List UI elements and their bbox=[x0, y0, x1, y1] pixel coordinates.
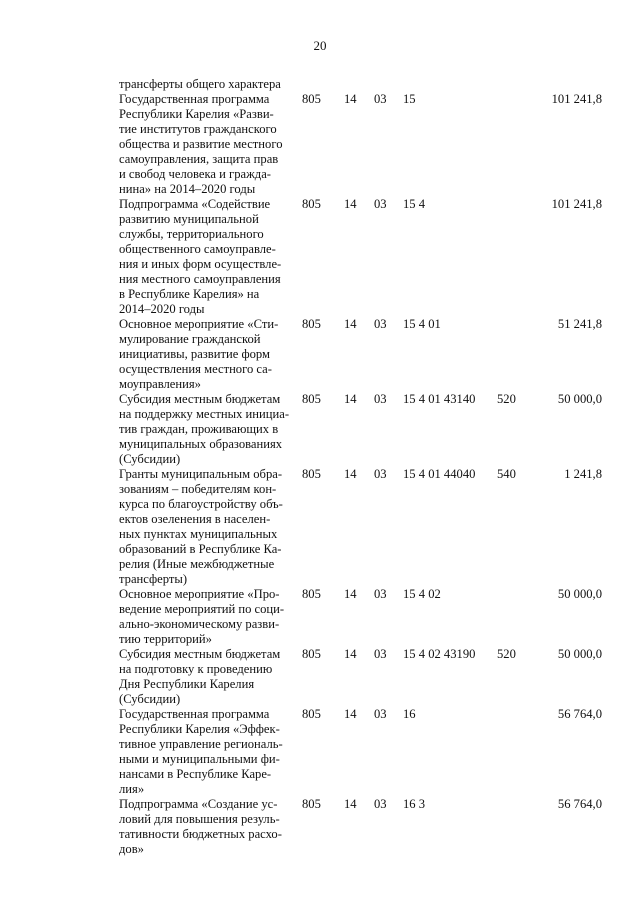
amount-value: 101 241,8 bbox=[551, 92, 602, 106]
expense-name-line: 2014–2020 годы bbox=[119, 302, 205, 316]
expense-type-code bbox=[497, 92, 533, 197]
ministry-code: 805 bbox=[302, 797, 321, 811]
section-code bbox=[344, 77, 374, 92]
expense-name-line: на подготовку к проведению bbox=[119, 662, 273, 676]
expense-name-line: трансферты общего характера bbox=[119, 77, 281, 91]
expense-name-line: Государственная программа bbox=[119, 92, 270, 106]
table-row bbox=[119, 197, 602, 317]
section-code: 14 bbox=[344, 317, 357, 331]
expense-name-line: (Субсидии) bbox=[119, 452, 181, 466]
target-article-code: 15 4 02 bbox=[403, 587, 441, 601]
expense-name-line: самоуправления, защита прав bbox=[119, 152, 279, 166]
table-row bbox=[119, 797, 602, 857]
expense-name-line: и свобод человека и гражда- bbox=[119, 167, 271, 181]
expense-name-line: ными и муниципальными фи- bbox=[119, 752, 280, 766]
amount-value: 51 241,8 bbox=[557, 317, 602, 331]
amount-value: 101 241,8 bbox=[551, 197, 602, 211]
target-article-code: 15 4 02 43190 bbox=[403, 647, 476, 661]
expense-name-line: моуправления» bbox=[119, 377, 201, 391]
expense-name-line: Республики Карелия «Эффек- bbox=[119, 722, 280, 736]
amount-value: 1 241,8 bbox=[564, 467, 602, 481]
expense-name-line: Основное мероприятие «Сти- bbox=[119, 317, 279, 331]
target-article-code bbox=[403, 77, 497, 92]
expense-name bbox=[119, 797, 302, 857]
expense-name-line: осуществления местного са- bbox=[119, 362, 272, 376]
expense-name-line: в Республике Карелия» на bbox=[119, 287, 260, 301]
ministry-code bbox=[302, 77, 344, 92]
expense-name-line: Подпрограмма «Создание ус- bbox=[119, 797, 278, 811]
expense-name-line: общественного самоуправле- bbox=[119, 242, 276, 256]
ministry-code: 805 bbox=[302, 197, 321, 211]
subsection-code: 03 bbox=[374, 707, 387, 721]
expense-name-line: мулирование гражданской bbox=[119, 332, 261, 346]
table-row bbox=[119, 392, 602, 467]
amount-value: 56 764,0 bbox=[557, 797, 602, 811]
section-code: 14 bbox=[344, 587, 357, 601]
expense-name-line: Субсидия местным бюджетам bbox=[119, 647, 281, 661]
expense-name bbox=[119, 77, 302, 92]
subsection-code: 03 bbox=[374, 467, 387, 481]
ministry-code: 805 bbox=[302, 587, 321, 601]
amount-value: 50 000,0 bbox=[557, 587, 602, 601]
expense-name-line: тив граждан, проживающих в bbox=[119, 422, 279, 436]
expense-name-line: муниципальных образованиях bbox=[119, 437, 283, 451]
expense-type-code bbox=[497, 587, 533, 647]
section-code: 14 bbox=[344, 92, 357, 106]
budget-table-body bbox=[119, 77, 602, 857]
expense-type-code bbox=[497, 707, 533, 797]
ministry-code: 805 bbox=[302, 92, 321, 106]
expense-name-line: нансами в Республике Каре- bbox=[119, 767, 272, 781]
expense-name-line: зованиям – победителям кон- bbox=[119, 482, 277, 496]
subsection-code: 03 bbox=[374, 197, 387, 211]
expense-name-line: курса по благоустройству объ- bbox=[119, 497, 283, 511]
target-article-code: 15 4 bbox=[403, 197, 426, 211]
target-article-code: 16 3 bbox=[403, 797, 426, 811]
expense-name-line: развитию муниципальной bbox=[119, 212, 259, 226]
expense-name bbox=[119, 587, 302, 647]
expense-type-code bbox=[497, 77, 533, 92]
section-code: 14 bbox=[344, 197, 357, 211]
expense-name-line: образований в Республике Ка- bbox=[119, 542, 282, 556]
section-code: 14 bbox=[344, 647, 357, 661]
expense-name-line: ния и иных форм осуществле- bbox=[119, 257, 282, 271]
expense-name-line: ния местного самоуправления bbox=[119, 272, 281, 286]
expense-name-line: ловий для повышения резуль- bbox=[119, 812, 280, 826]
expense-name-line: на поддержку местных инициа- bbox=[119, 407, 290, 421]
section-code: 14 bbox=[344, 797, 357, 811]
expense-name bbox=[119, 92, 302, 197]
ministry-code: 805 bbox=[302, 317, 321, 331]
ministry-code: 805 bbox=[302, 392, 321, 406]
expense-name-line: лия» bbox=[119, 782, 145, 796]
expense-name-line: трансферты) bbox=[119, 572, 188, 586]
subsection-code: 03 bbox=[374, 92, 387, 106]
expense-name-line: Субсидия местным бюджетам bbox=[119, 392, 281, 406]
subsection-code: 03 bbox=[374, 647, 387, 661]
expense-name bbox=[119, 647, 302, 707]
expense-name-line: ных пунктах муниципальных bbox=[119, 527, 278, 541]
expense-name-line: Подпрограмма «Содействие bbox=[119, 197, 271, 211]
ministry-code: 805 bbox=[302, 647, 321, 661]
table-row bbox=[119, 587, 602, 647]
amount-value: 50 000,0 bbox=[557, 647, 602, 661]
target-article-code: 15 4 01 43140 bbox=[403, 392, 476, 406]
table-row bbox=[119, 707, 602, 797]
expense-name bbox=[119, 467, 302, 587]
expense-name-line: Дня Республики Карелия bbox=[119, 677, 255, 691]
expense-name bbox=[119, 392, 302, 467]
target-article-code: 15 4 01 44040 bbox=[403, 467, 476, 481]
expense-name-line: Государственная программа bbox=[119, 707, 270, 721]
expense-name-line: тивное управление региональ- bbox=[119, 737, 283, 751]
subsection-code: 03 bbox=[374, 392, 387, 406]
expense-name-line: нина» на 2014–2020 годы bbox=[119, 182, 256, 196]
amount-value: 50 000,0 bbox=[557, 392, 602, 406]
expense-name-line: ведение мероприятий по соци- bbox=[119, 602, 285, 616]
table-row bbox=[119, 317, 602, 392]
expense-name-line: тию территорий» bbox=[119, 632, 212, 646]
expense-type-code: 540 bbox=[497, 467, 516, 481]
expense-name-line: инициативы, развитие форм bbox=[119, 347, 270, 361]
section-code: 14 bbox=[344, 707, 357, 721]
section-code: 14 bbox=[344, 467, 357, 481]
target-article-code: 16 bbox=[403, 707, 416, 721]
target-article-code: 15 bbox=[403, 92, 416, 106]
section-code: 14 bbox=[344, 392, 357, 406]
amount-value bbox=[533, 77, 602, 92]
amount-value: 56 764,0 bbox=[557, 707, 602, 721]
table-row bbox=[119, 647, 602, 707]
table-row bbox=[119, 77, 602, 92]
target-article-code: 15 4 01 bbox=[403, 317, 441, 331]
expense-name-line: ектов озеленения в населен- bbox=[119, 512, 271, 526]
subsection-code: 03 bbox=[374, 797, 387, 811]
expense-name-line: дов» bbox=[119, 842, 144, 856]
expense-name-line: Республики Карелия «Разви- bbox=[119, 107, 274, 121]
budget-table bbox=[119, 77, 602, 857]
expense-name bbox=[119, 707, 302, 797]
table-row bbox=[119, 92, 602, 197]
expense-type-code bbox=[497, 197, 533, 317]
expense-type-code bbox=[497, 797, 533, 857]
expense-type-code bbox=[497, 317, 533, 392]
expense-name bbox=[119, 197, 302, 317]
subsection-code: 03 bbox=[374, 587, 387, 601]
expense-name-line: службы, территориального bbox=[119, 227, 264, 241]
expense-name-line: Основное мероприятие «Про- bbox=[119, 587, 280, 601]
expense-name-line: (Субсидии) bbox=[119, 692, 181, 706]
subsection-code: 03 bbox=[374, 317, 387, 331]
expense-name-line: общества и развитие местного bbox=[119, 137, 283, 151]
expense-type-code: 520 bbox=[497, 647, 516, 661]
expense-name-line: Гранты муниципальным обра- bbox=[119, 467, 283, 481]
expense-name-line: тие институтов гражданского bbox=[119, 122, 277, 136]
page-number: 20 bbox=[313, 38, 327, 53]
expense-name-line: тативности бюджетных расхо- bbox=[119, 827, 282, 841]
expense-name-line: релия (Иные межбюджетные bbox=[119, 557, 275, 571]
table-row bbox=[119, 467, 602, 587]
expense-type-code: 520 bbox=[497, 392, 516, 406]
ministry-code: 805 bbox=[302, 467, 321, 481]
subsection-code bbox=[374, 77, 403, 92]
expense-name-line: ально-экономическому разви- bbox=[119, 617, 280, 631]
ministry-code: 805 bbox=[302, 707, 321, 721]
expense-name bbox=[119, 317, 302, 392]
